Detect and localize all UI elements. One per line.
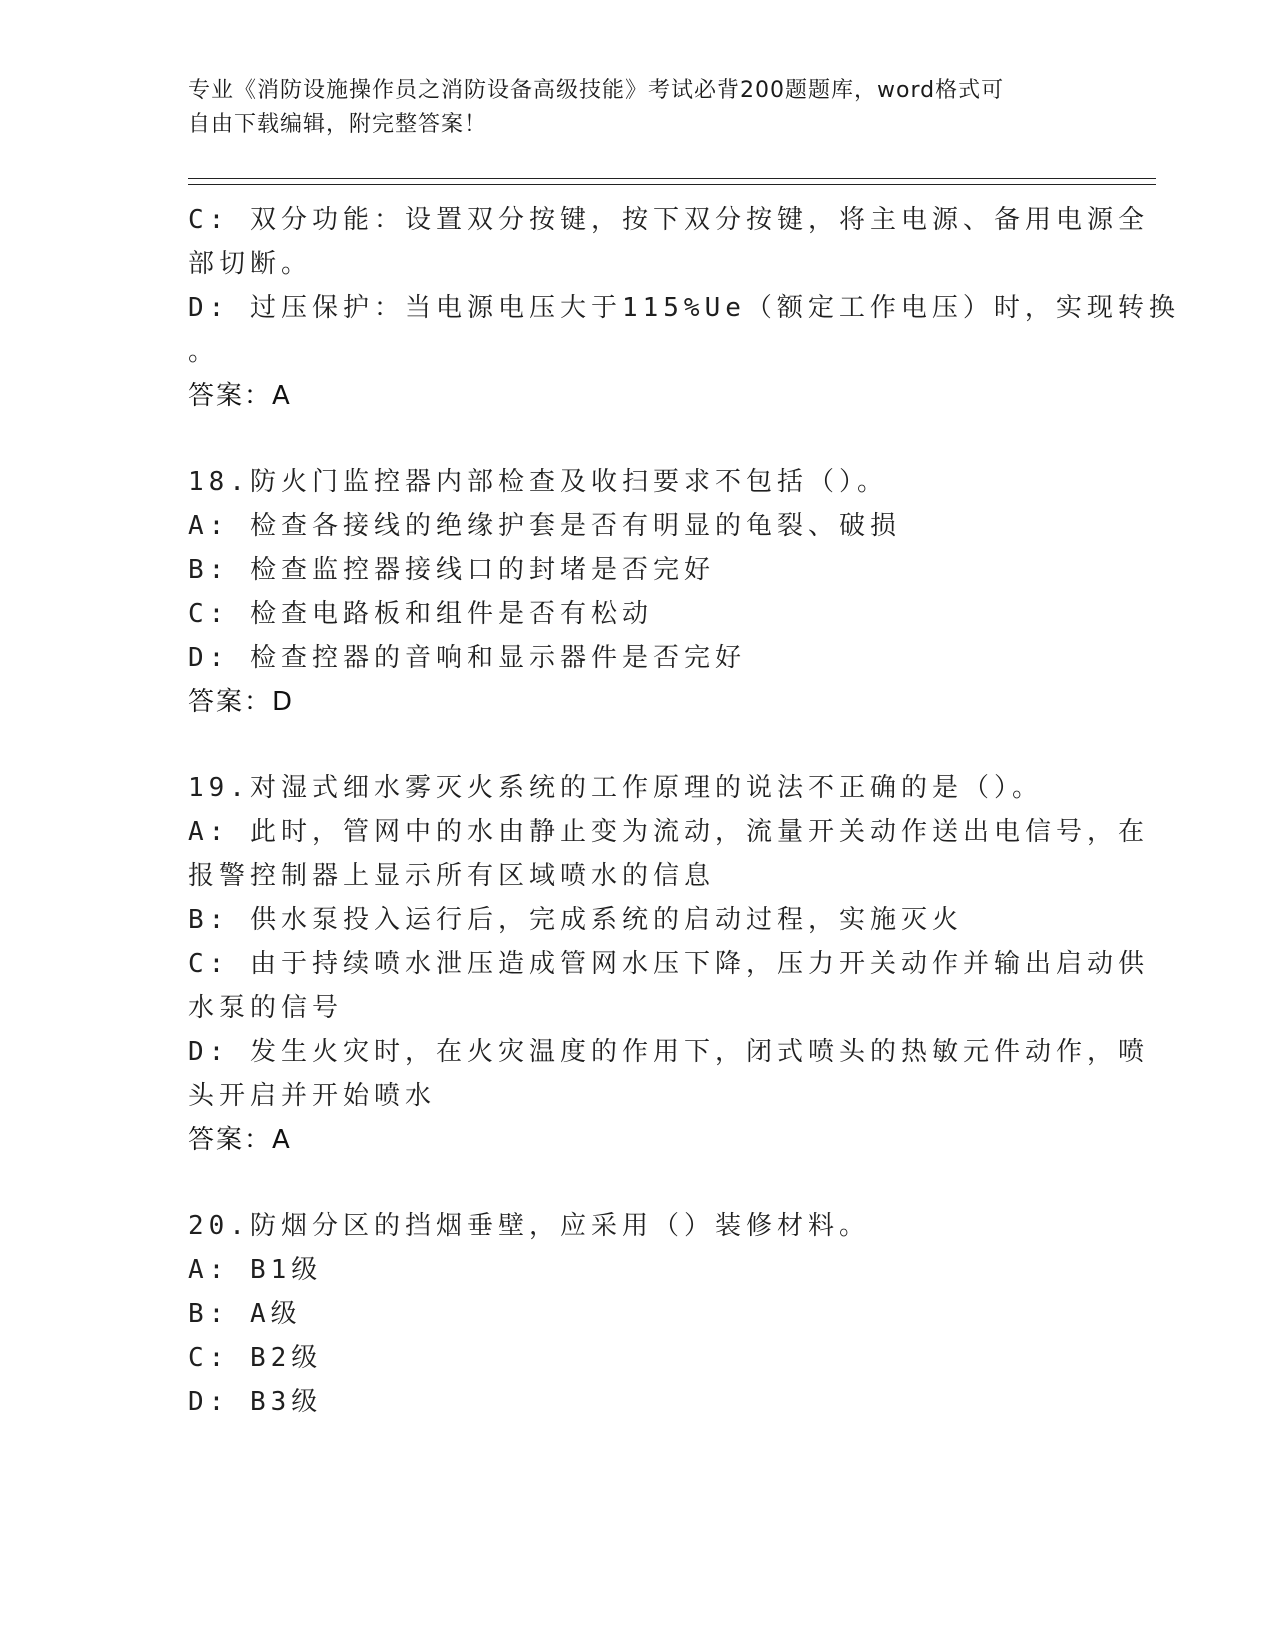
q17-option-d-line-1: D: 过压保护：当电源电压大于115%Ue（额定工作电压）时，实现转换 xyxy=(188,293,1180,323)
document-header xyxy=(188,74,1088,142)
q19-question: 19.对湿式细水雾灭火系统的工作原理的说法不正确的是（）。 xyxy=(188,773,1043,803)
q19-option-c-line-1: C: 由于持续喷水泄压造成管网水压下降，压力开关动作并输出启动供 xyxy=(188,949,1149,979)
q19-option-a-line-2: 报警控制器上显示所有区域喷水的信息 xyxy=(188,861,716,891)
q18-option-a: A: 检查各接线的绝缘护套是否有明显的龟裂、破损 xyxy=(188,511,901,541)
header-rule-bottom xyxy=(188,184,1156,185)
q17-option-d-line-2: 。 xyxy=(188,337,220,367)
q18-option-d: D: 检查控器的音响和显示器件是否完好 xyxy=(188,643,746,673)
q19-answer: 答案：A xyxy=(188,1125,292,1155)
header-rule-top xyxy=(188,178,1156,179)
q20-question: 20.防烟分区的挡烟垂壁，应采用（）装修材料。 xyxy=(188,1211,870,1241)
q20-option-c: C: B2级 xyxy=(188,1343,323,1373)
q17-answer: 答案：A xyxy=(188,381,292,411)
q19-option-d-line-1: D: 发生火灾时，在火灾温度的作用下，闭式喷头的热敏元件动作，喷 xyxy=(188,1037,1149,1067)
q18-answer: 答案：D xyxy=(188,687,295,717)
q17-option-c-line-1: C: 双分功能：设置双分按键，按下双分按键，将主电源、备用电源全 xyxy=(188,205,1149,235)
q19-option-c-line-2: 水泵的信号 xyxy=(188,993,344,1023)
q18-option-c: C: 检查电路板和组件是否有松动 xyxy=(188,599,653,629)
q17-option-c-line-2: 部切断。 xyxy=(188,249,313,279)
q19-option-b: B: 供水泵投入运行后，完成系统的启动过程，实施灭火 xyxy=(188,905,963,935)
q19-option-d-line-2: 头开启并开始喷水 xyxy=(188,1081,437,1111)
q18-option-b: B: 检查监控器接线口的封堵是否完好 xyxy=(188,555,715,585)
q19-option-a-line-1: A: 此时，管网中的水由静止变为流动，流量开关动作送出电信号，在 xyxy=(188,817,1149,847)
q20-option-b: B: A级 xyxy=(188,1299,302,1329)
q20-option-d: D: B3级 xyxy=(188,1387,323,1417)
header-line-2: 自由下载编辑，附完整答案！ xyxy=(188,112,488,137)
q20-option-a: A: B1级 xyxy=(188,1255,323,1285)
header-line-1: 专业《消防设施操作员之消防设备高级技能》考试必背200题题库，word格式可 xyxy=(188,78,1005,103)
q18-question: 18.防火门监控器内部检查及收扫要求不包括（）。 xyxy=(188,467,888,497)
